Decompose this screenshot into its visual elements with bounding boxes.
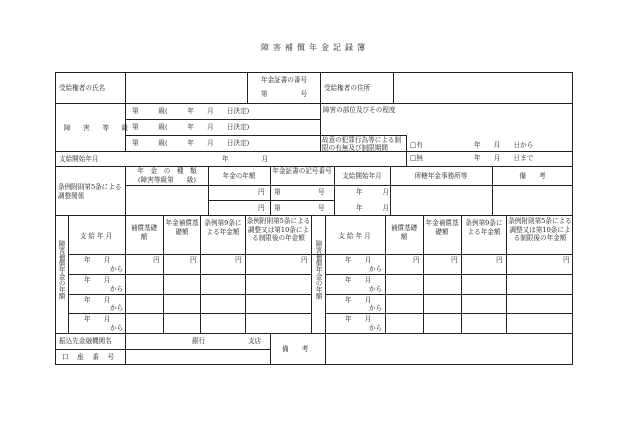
restriction-no-checkbox[interactable]: □無 [410, 154, 423, 162]
row-ym-l1: 年 月 [84, 256, 111, 264]
pension-type-sub: (障害等級第 級) [138, 176, 196, 184]
restriction-yes-checkbox[interactable]: □有 [410, 141, 423, 149]
table-rule [125, 215, 126, 333]
row-yen-l1b: 円 [190, 256, 197, 264]
row-ym-l2: 年 月 [84, 276, 111, 284]
recipient-name-value[interactable] [127, 74, 245, 102]
row-ym-r2: 年 月 [345, 276, 372, 284]
adjustment-label: 条例附則第5条による調整関係 [58, 183, 122, 200]
adjust-go-1: 号 [318, 188, 325, 196]
adjust-remarks-label: 備 考 [519, 172, 546, 180]
table-rule [270, 333, 271, 365]
row-ym-l4: 年 月 [84, 315, 111, 323]
branch-suffix: 支店 [248, 337, 262, 345]
crime-restriction-label: 故意の犯罪行為等による制限の有無及び制限期間 [322, 136, 402, 152]
row-from-l4: から [110, 324, 124, 332]
adjust-yen-2: 円 [258, 204, 265, 212]
hdr-adjusted-right: 条例附則第5条による調整又は第10条による制限後の年金額 [508, 217, 572, 243]
table-rule [320, 135, 406, 136]
row-from-r4: から [369, 324, 383, 332]
annual-side-label-left: 障害補償年金の年額 [57, 240, 65, 300]
bank-remarks-label: 備 考 [282, 345, 309, 353]
grade-line-3: 第 級( 年 月 日決定) [132, 139, 250, 147]
row-from-l1: から [110, 265, 124, 273]
row-from-l3: から [110, 304, 124, 312]
grade-label: 障 害 等 級 [64, 124, 132, 132]
restriction-from: 年 月 日から [474, 141, 534, 149]
grade-line-2: 第 級( 年 月 日決定) [132, 123, 250, 131]
row-ym-l3: 年 月 [84, 296, 111, 304]
start-month-value: 年 月 [222, 155, 269, 163]
table-rule [200, 215, 201, 333]
table-rule [461, 215, 462, 333]
row-ym-r4: 年 月 [345, 315, 372, 323]
row-from-r3: から [369, 304, 383, 312]
table-rule [208, 200, 334, 201]
table-rule [311, 215, 312, 333]
table-rule [125, 333, 126, 365]
table-rule [125, 135, 321, 136]
table-rule [55, 333, 573, 334]
recipient-address-label: 受給権者の住所 [324, 84, 371, 92]
table-rule [423, 215, 424, 333]
pension-type-label: 年 金 の 種 類 [137, 167, 197, 175]
start-month-label: 支給開始年月 [59, 155, 99, 163]
table-rule [325, 294, 573, 295]
table-rule [68, 313, 311, 314]
table-rule [125, 72, 126, 103]
grade-line-1: 第 級( 年 月 日決定) [132, 107, 250, 115]
adjust-ym-1: 年 月 [356, 188, 389, 196]
table-rule [320, 103, 321, 151]
row-yen-r1a: 円 [413, 256, 420, 264]
hdr-pension-base-right: 年金補償基礎額 [425, 219, 459, 236]
hdr-art9-right: 条例第9条による年金額 [465, 219, 503, 236]
row-from-l2: から [110, 285, 124, 293]
recipient-name-label: 受給権者の氏名 [59, 84, 106, 92]
cert-number-label: 年金証書の番号 [260, 76, 308, 84]
hdr-adjusted-left: 条例附則第5条による調整又は第10条による制限後の年金額 [246, 217, 311, 243]
hdr-base-right: 補償基礎額 [390, 224, 418, 241]
bank-suffix: 銀行 [192, 337, 206, 345]
table-rule [55, 151, 573, 152]
hdr-art9-left: 条例第9条による年金額 [204, 219, 242, 236]
table-rule [163, 215, 164, 333]
hdr-pay-month-left: 支給年月 [79, 232, 115, 240]
row-yen-r1c: 円 [496, 256, 503, 264]
table-rule [385, 215, 386, 333]
hdr-base-left: 補償基礎額 [130, 224, 158, 241]
pension-office-label: 所轄年金事務所等 [414, 172, 468, 180]
row-yen-l1d: 円 [301, 256, 308, 264]
table-rule [320, 72, 321, 103]
row-ym-r1: 年 月 [345, 256, 372, 264]
row-ym-r3: 年 月 [345, 296, 372, 304]
table-rule [55, 103, 573, 104]
table-rule [320, 166, 573, 167]
table-rule [68, 294, 311, 295]
table-rule [125, 119, 321, 120]
pension-cert-label: 年金証書の記号番号 [272, 167, 332, 175]
row-from-r1: から [369, 265, 383, 273]
restriction-until: 年 月 日まで [474, 154, 534, 162]
adjust-ym-2: 年 月 [356, 204, 389, 212]
pension-amount-label: 年金の年額 [222, 172, 256, 180]
bank-name-label: 振込先金融機関名 [59, 337, 112, 345]
table-rule [270, 166, 271, 215]
table-rule [55, 349, 271, 350]
table-rule [125, 185, 573, 186]
adjust-dai-2: 第 [274, 204, 281, 212]
injury-extent-label: 障害の部位及びその程度 [323, 106, 396, 114]
adjust-dai-1: 第 [274, 188, 281, 196]
row-yen-l1a: 円 [153, 256, 160, 264]
row-yen-r1b: 円 [451, 256, 458, 264]
table-rule [325, 274, 573, 275]
row-yen-l1c: 円 [235, 256, 242, 264]
table-rule [68, 274, 311, 275]
table-rule [325, 333, 326, 365]
page-title: 障害補償年金記録簿 [261, 43, 369, 52]
table-rule [393, 72, 394, 103]
adjust-yen-1: 円 [258, 188, 265, 196]
account-number-label: 口 座 番 号 [62, 353, 116, 361]
table-rule [406, 135, 407, 166]
hdr-pension-base-left: 年金補償基礎額 [165, 219, 199, 236]
adjust-start-label: 支給開始年月 [342, 172, 382, 180]
hdr-pay-month-right: 支給年月 [338, 232, 373, 240]
cert-number-unit: 第 号 [260, 90, 308, 98]
adjust-go-2: 号 [318, 204, 325, 212]
row-yen-r1d: 円 [563, 256, 570, 264]
table-rule [325, 313, 573, 314]
row-from-r2: から [369, 285, 383, 293]
table-rule [55, 215, 573, 216]
annual-side-label-right: 障害補償年金の年額 [314, 240, 322, 300]
